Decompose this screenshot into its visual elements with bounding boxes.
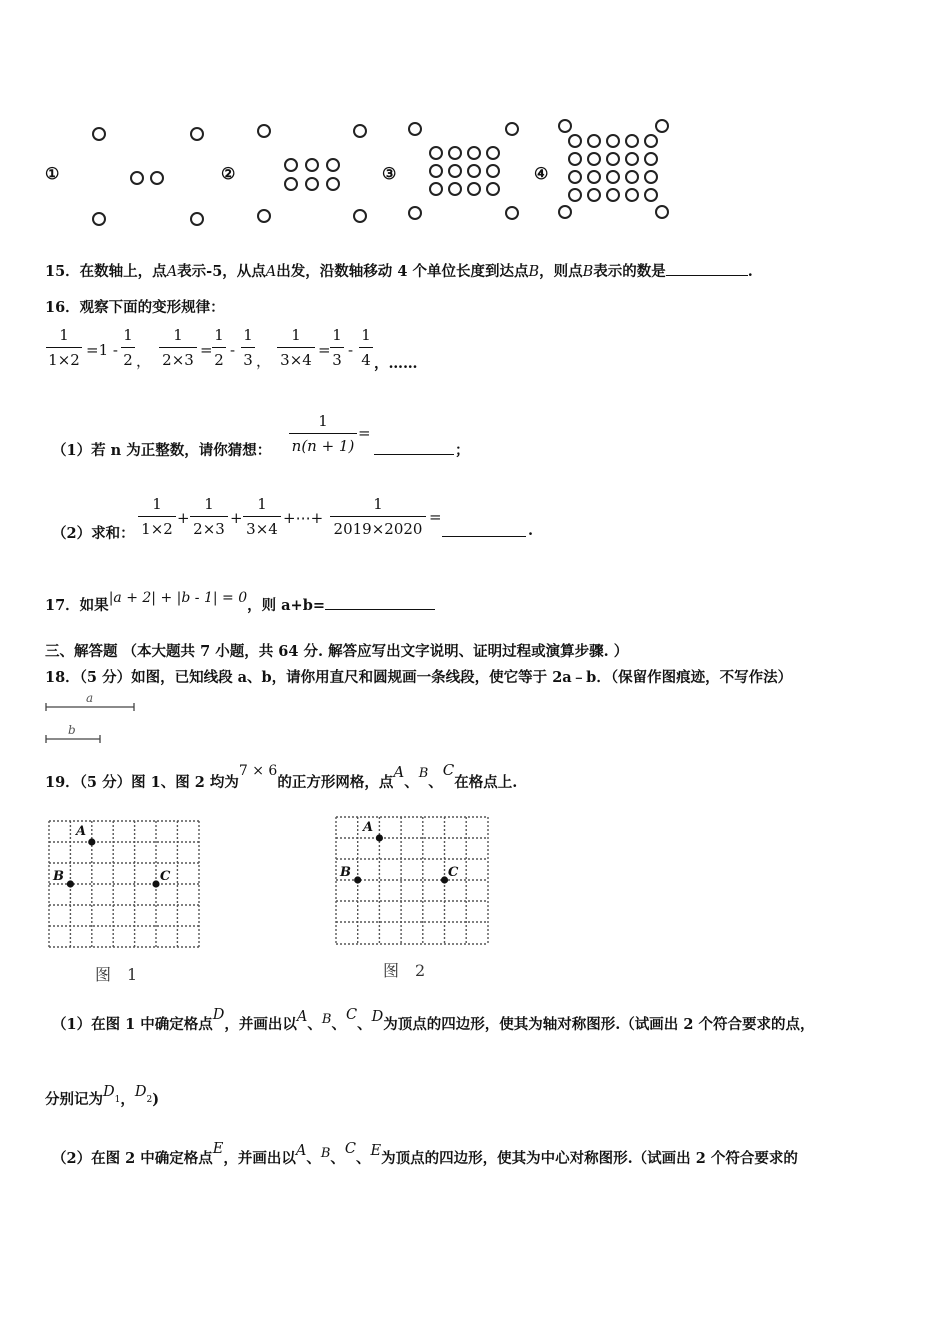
q19-part2: （2）在图 2 中确定格点E，并画出以A、B、C、E为顶点的四边形，使其为中心对称图形.（试画出 2 个符合要求的	[52, 1141, 798, 1167]
fraction: 1 1×2	[46, 326, 82, 369]
q19-part1-line2: 分别记为D1，D2)	[45, 1084, 160, 1108]
question-19: 19．（5 分）图 1、图 2 均为7 × 6的正方形网格，点A、B、C在格点上.	[45, 761, 518, 791]
ellipsis: ，……	[374, 355, 418, 372]
pattern-label-3: ③	[382, 164, 397, 183]
segment-b-label: b	[68, 723, 76, 737]
fig1-point-A: A	[76, 824, 87, 839]
figure-1-caption: 图 1	[95, 965, 138, 984]
fraction: 1 4	[359, 326, 373, 369]
fraction: 1 2019×2020	[330, 495, 426, 538]
q16-part1-text: （1）若 n 为正整数，请你猜想：	[52, 442, 272, 459]
segment-figure	[44, 690, 144, 746]
question-16-title: 16．观察下面的变形规律：	[45, 299, 225, 316]
pattern-label-1: ①	[45, 164, 60, 183]
minus: -	[230, 341, 236, 359]
semicolon: ；	[455, 442, 470, 459]
circle-pattern-figure	[40, 112, 690, 232]
fig1-point-B: B	[53, 869, 64, 884]
q16-part2-answer-blank[interactable]	[442, 520, 526, 537]
plus-dots: +⋯+	[283, 509, 324, 527]
fraction: 1 2×3	[190, 495, 228, 538]
fraction: 1 3	[330, 326, 344, 369]
pattern-label-2: ②	[221, 164, 236, 183]
question-15: 15．在数轴上，点A表示-5，从点A出发，沿数轴移动 4 个单位长度到达点B，则点B表示的数是 .	[45, 263, 753, 280]
equals: =	[200, 341, 213, 359]
equals: =	[429, 508, 442, 526]
pattern-label-4: ④	[534, 164, 549, 183]
equals: =1 -	[86, 341, 118, 359]
fig1-point-C: C	[160, 869, 171, 884]
fig2-point-A: A	[363, 820, 374, 835]
fraction: 1 2×3	[159, 326, 197, 369]
fraction: 1 3×4	[277, 326, 315, 369]
q16-part2-text: （2）求和：	[52, 525, 135, 542]
plus: +	[177, 509, 190, 527]
q17-answer-blank[interactable]	[325, 609, 435, 610]
q15-answer-blank[interactable]	[666, 275, 748, 276]
equals: =	[318, 341, 331, 359]
comma: ，	[256, 352, 272, 370]
period: .	[528, 522, 534, 539]
segment-a-label: a	[86, 691, 94, 705]
fraction: 1 3	[241, 326, 255, 369]
grid-figure-2	[333, 814, 493, 948]
plus: +	[230, 509, 243, 527]
question-18: 18．（5 分）如图，已知线段 a、b，请你用直尺和圆规画一条线段，使它等于 2a﹣b．（保留作图痕迹，不写作法）	[45, 669, 793, 686]
comma: ，	[136, 352, 152, 370]
minus: -	[348, 341, 354, 359]
figure-2-caption: 图 2	[383, 961, 426, 980]
fig2-point-B: B	[340, 865, 351, 880]
section-3-heading: 三、解答题 （本大题共 7 小题，共 64 分. 解答应写出文字说明、证明过程或演算步骤. ）	[45, 643, 629, 660]
q16-part1-answer-blank[interactable]	[374, 438, 454, 455]
q19-part1: （1）在图 1 中确定格点D，并画出以A、B、C、D为顶点的四边形，使其为轴对称图形.（试画出 2 个符合要求的点，	[52, 1007, 815, 1033]
fraction: 1 2	[121, 326, 135, 369]
fraction: 1 3×4	[243, 495, 281, 538]
equals: =	[358, 424, 371, 442]
question-17: 17．如果|a + 2| + |b - 1| = 0，则 a+b=	[45, 594, 435, 615]
fraction: 1 n(n + 1)	[289, 412, 357, 455]
grid-figure-1	[46, 818, 206, 952]
fraction: 1 1×2	[138, 495, 176, 538]
fig2-point-C: C	[448, 865, 459, 880]
fraction: 1 2	[212, 326, 226, 369]
